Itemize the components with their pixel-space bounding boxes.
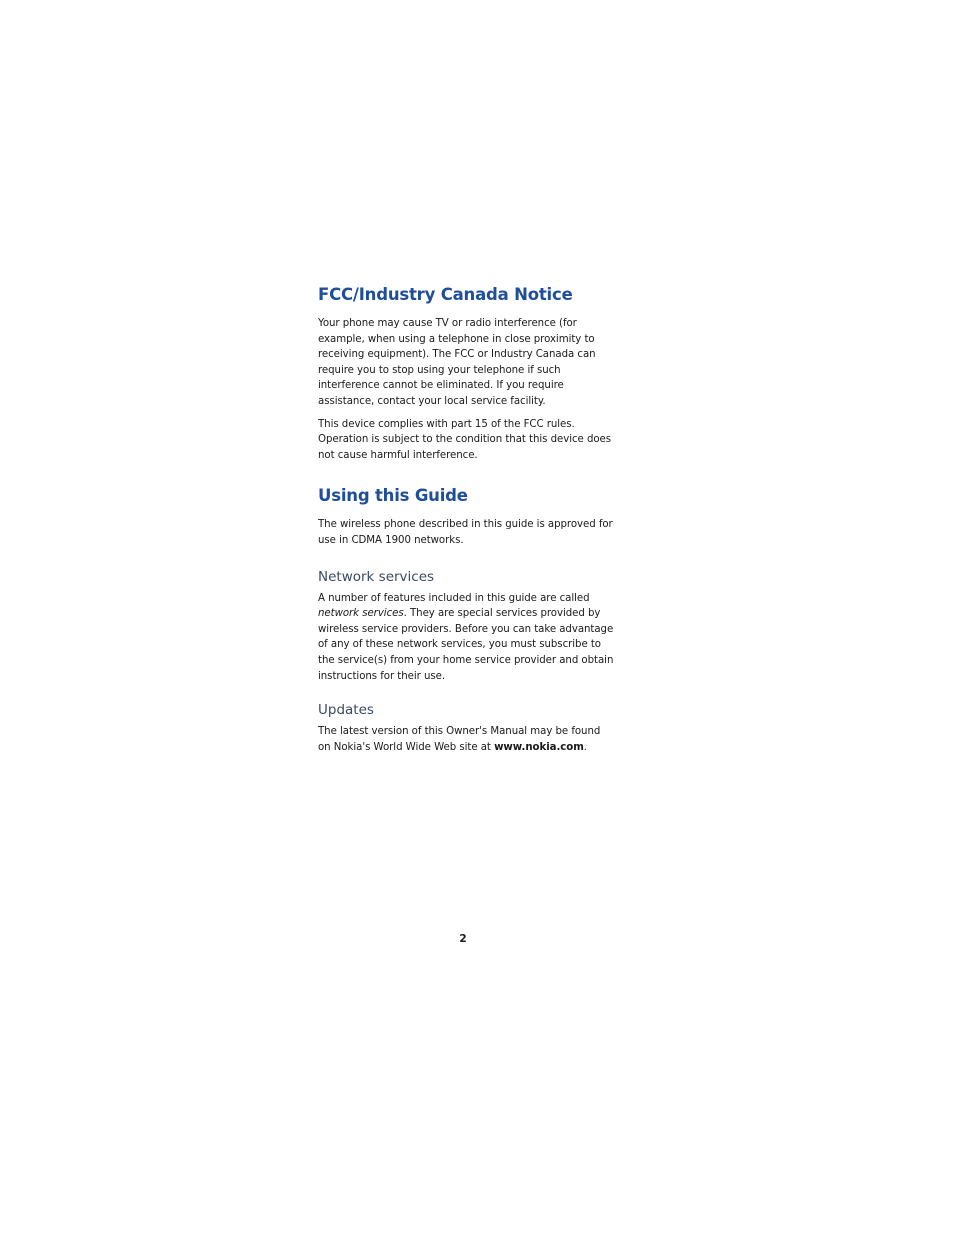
network-services-text-start: A number of features included in this guide are called — [318, 592, 590, 604]
updates-title: Updates — [318, 702, 374, 719]
network-services-term: network services — [318, 608, 404, 620]
page-number: 2 — [459, 933, 467, 945]
fcc-notice-paragraph-1: Your phone may cause TV or radio interference (for example, when using a telephone in close proximity to receiving equipment). The FCC or Industry Canada can require you to stop using your telephone if such interference cannot be eliminated. If you require assistance, contact your local service facility. — [318, 318, 596, 407]
network-services-text-rest: . They are special services provided by wireless service providers. Before you can take advantage of any of these network services, you must subscribe to the service(s) from your home service provider and obtain instructions for their use. — [318, 608, 614, 682]
nokia-website-link[interactable]: www.nokia.com — [494, 741, 584, 753]
fcc-notice-paragraph-2: This device complies with part 15 of the FCC rules. Operation is subject to the condition that this device does not cause harmful interference. — [318, 418, 612, 461]
updates-paragraph — [318, 724, 614, 755]
updates-text-start: The latest version of this Owner's Manual may be found on Nokia's World Wide Web site at — [318, 726, 601, 753]
using-guide-paragraph: The wireless phone described in this guide is approved for use in CDMA 1900 networks. — [318, 519, 613, 546]
network-services-title: Network services — [318, 568, 435, 585]
updates-text-end: . — [583, 741, 587, 753]
document-body — [318, 282, 614, 762]
network-services-paragraph — [318, 591, 614, 685]
using-guide-title: Using this Guide — [318, 486, 468, 506]
fcc-notice-title: FCC/Industry Canada Notice — [318, 285, 573, 304]
